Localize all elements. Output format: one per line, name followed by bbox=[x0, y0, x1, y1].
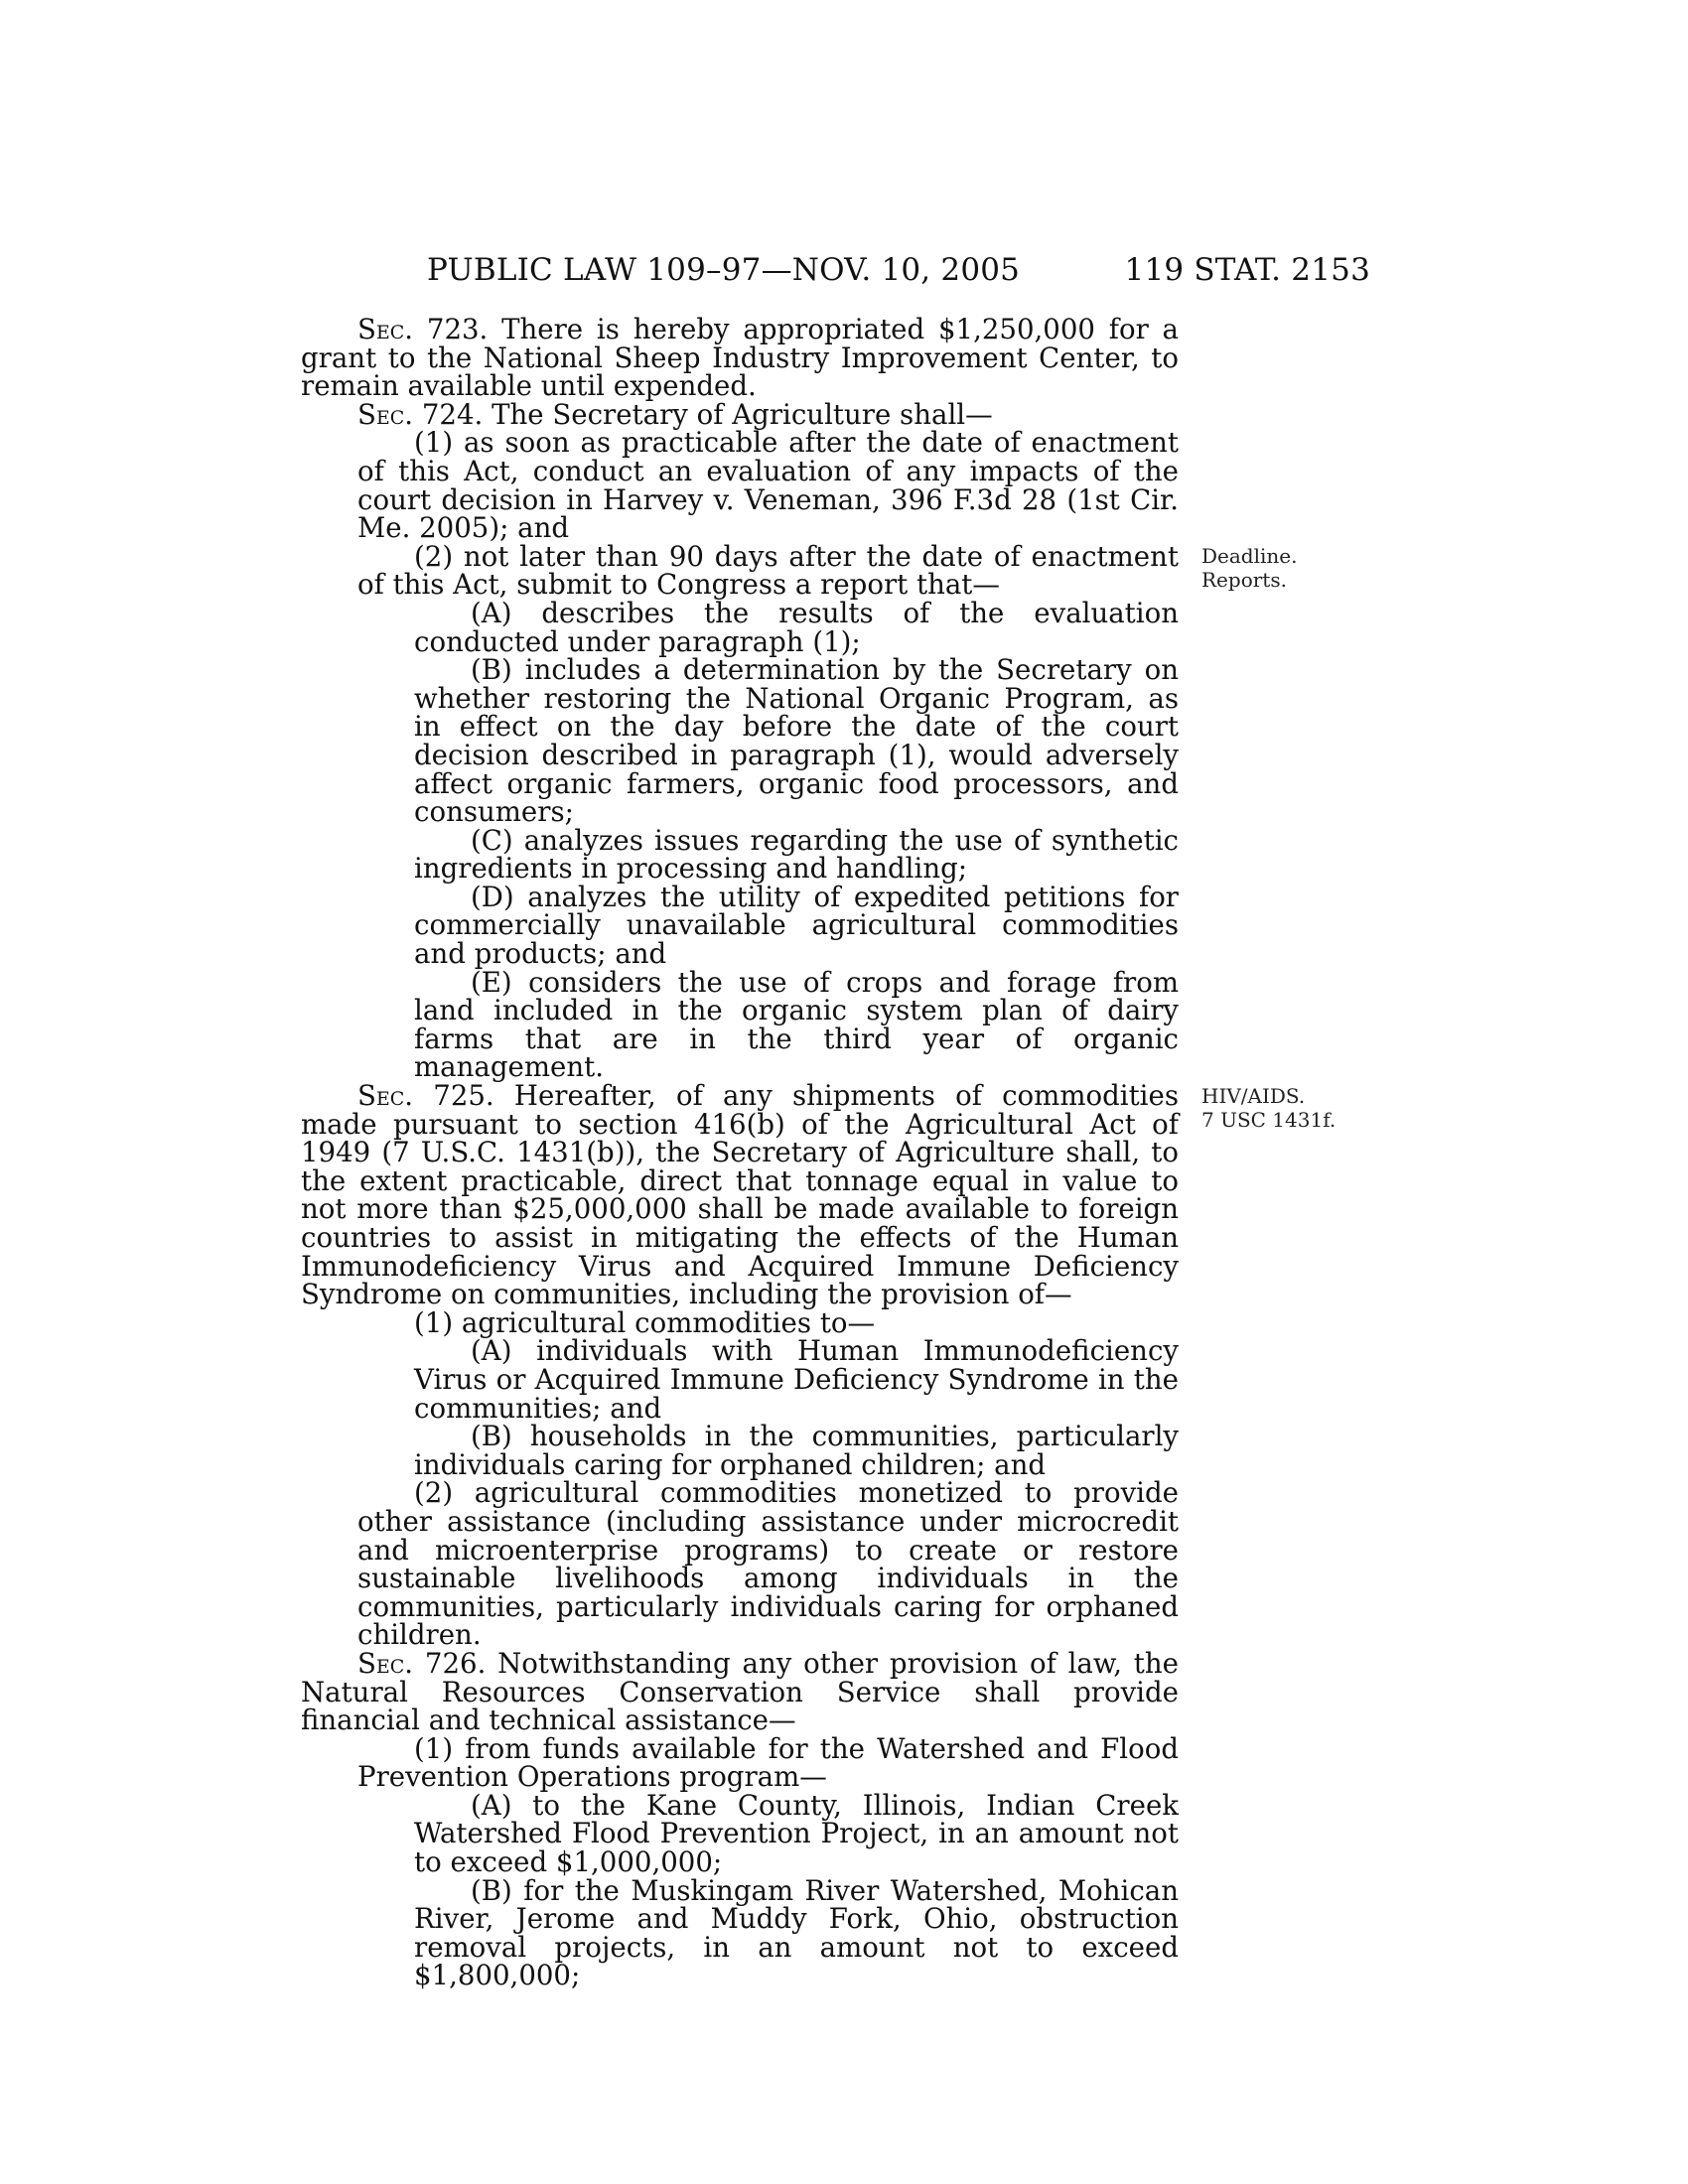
paragraph-item: (2) agricultural commodities monetized to provide other assistance (including assistance under microcredit and microenterprise programs) to create or restore sustainable livelihoods among individuals in the communities, particularly individuals caring for orphaned children. bbox=[357, 1476, 1179, 1652]
paragraph-item: (1) agricultural commodities to— bbox=[414, 1305, 876, 1339]
subparagraph-item: (D) analyzes the utility of expedited petitions for commercially unavailable agricultural commodities and products; and bbox=[414, 880, 1179, 971]
paragraph-item: (2) not later than 90 days after the date of enactment of this Act, submit to Congress a report that— bbox=[357, 539, 1179, 602]
page-header bbox=[298, 250, 1370, 290]
section-label: Sec. bbox=[357, 313, 414, 345]
section-label: Sec. bbox=[357, 397, 414, 431]
margin-note-line: Reports. bbox=[1201, 568, 1287, 592]
section-text: 725. Hereafter, of any shipments of commodities made pursuant to section 416(b) of the Agricultural Act of 1949 (7 U.S.C. 1431(b)), the Secretary of Agriculture shall, to the extent practicable, direct that tonnage equal in value to not more than $25,000,000 shall be made available to foreign countries to assist in mitigating the effects of the Human Immunodeficiency Virus and Acquired Immune Deficiency Syndrome on communities, including the provision of— bbox=[301, 1079, 1179, 1311]
subparagraph-item: (E) considers the use of crops and forage from land included in the organic system plan of dairy farms that are in the third year of organic management. bbox=[414, 965, 1179, 1084]
subparagraph-item: (A) describes the results of the evaluation conducted under paragraph (1); bbox=[414, 596, 1179, 658]
subparagraph-item: (B) for the Muskingam River Watershed, Mohican River, Jerome and Muddy Fork, Ohio, obstruction removal projects, in an amount not to exceed $1,800,000; bbox=[414, 1873, 1179, 1992]
section-723 bbox=[301, 313, 1179, 403]
running-head: PUBLIC LAW 109–97—NOV. 10, 2005 bbox=[427, 252, 1021, 288]
page-reference: 119 STAT. 2153 bbox=[1124, 252, 1370, 288]
margin-note-line: HIV/AIDS. bbox=[1201, 1084, 1306, 1108]
subparagraph-item: (A) to the Kane County, Illinois, Indian Creek Watershed Flood Prevention Project, in an amount not to exceed $1,000,000; bbox=[414, 1788, 1179, 1879]
paragraph-item: (1) as soon as practicable after the date of enactment of this Act, conduct an evaluation of any impacts of the court decision in Harvey v. Veneman, 396 F.3d 28 (1st Cir. Me. 2005); and bbox=[357, 426, 1179, 545]
section-text: 723. There is hereby appropriated $1,250,000 for a grant to the National Sheep Industry Improvement Center, to remain available until expended. bbox=[301, 313, 1179, 403]
section-726 bbox=[301, 1646, 1179, 1737]
subparagraph-item: (B) includes a determination by the Secretary on whether restoring the National Organic Program, as in effect on the day before the date of the court decision described in paragraph (1), would adversely affect organic farmers, organic food processors, and consumers; bbox=[414, 653, 1179, 829]
section-label: Sec. bbox=[357, 1646, 414, 1680]
section-724 bbox=[301, 397, 1179, 431]
margin-note-deadline-reports bbox=[1201, 544, 1297, 592]
subparagraph-item: (A) individuals with Human Immunodeficiency Virus or Acquired Immune Deficiency Syndrome in the communities; and bbox=[414, 1334, 1179, 1425]
section-725 bbox=[301, 1079, 1179, 1311]
section-text: 726. Notwithstanding any other provision of law, the Natural Resources Conservation Service shall provide financial and technical assistance— bbox=[301, 1646, 1179, 1737]
margin-note-hiv-aids bbox=[1201, 1084, 1336, 1132]
margin-note-line: 7 USC 1431f. bbox=[1201, 1108, 1336, 1132]
subparagraph-item: (C) analyzes issues regarding the use of synthetic ingredients in processing and handling; bbox=[414, 823, 1179, 886]
statute-body bbox=[301, 313, 1179, 1992]
paragraph-item: (1) from funds available for the Watershed and Flood Prevention Operations program— bbox=[357, 1731, 1179, 1794]
margin-note-line: Deadline. bbox=[1201, 544, 1298, 568]
section-text: 724. The Secretary of Agriculture shall— bbox=[413, 397, 993, 431]
subparagraph-item: (B) households in the communities, particularly individuals caring for orphaned children; and bbox=[414, 1420, 1179, 1481]
section-label: Sec. bbox=[357, 1079, 414, 1113]
